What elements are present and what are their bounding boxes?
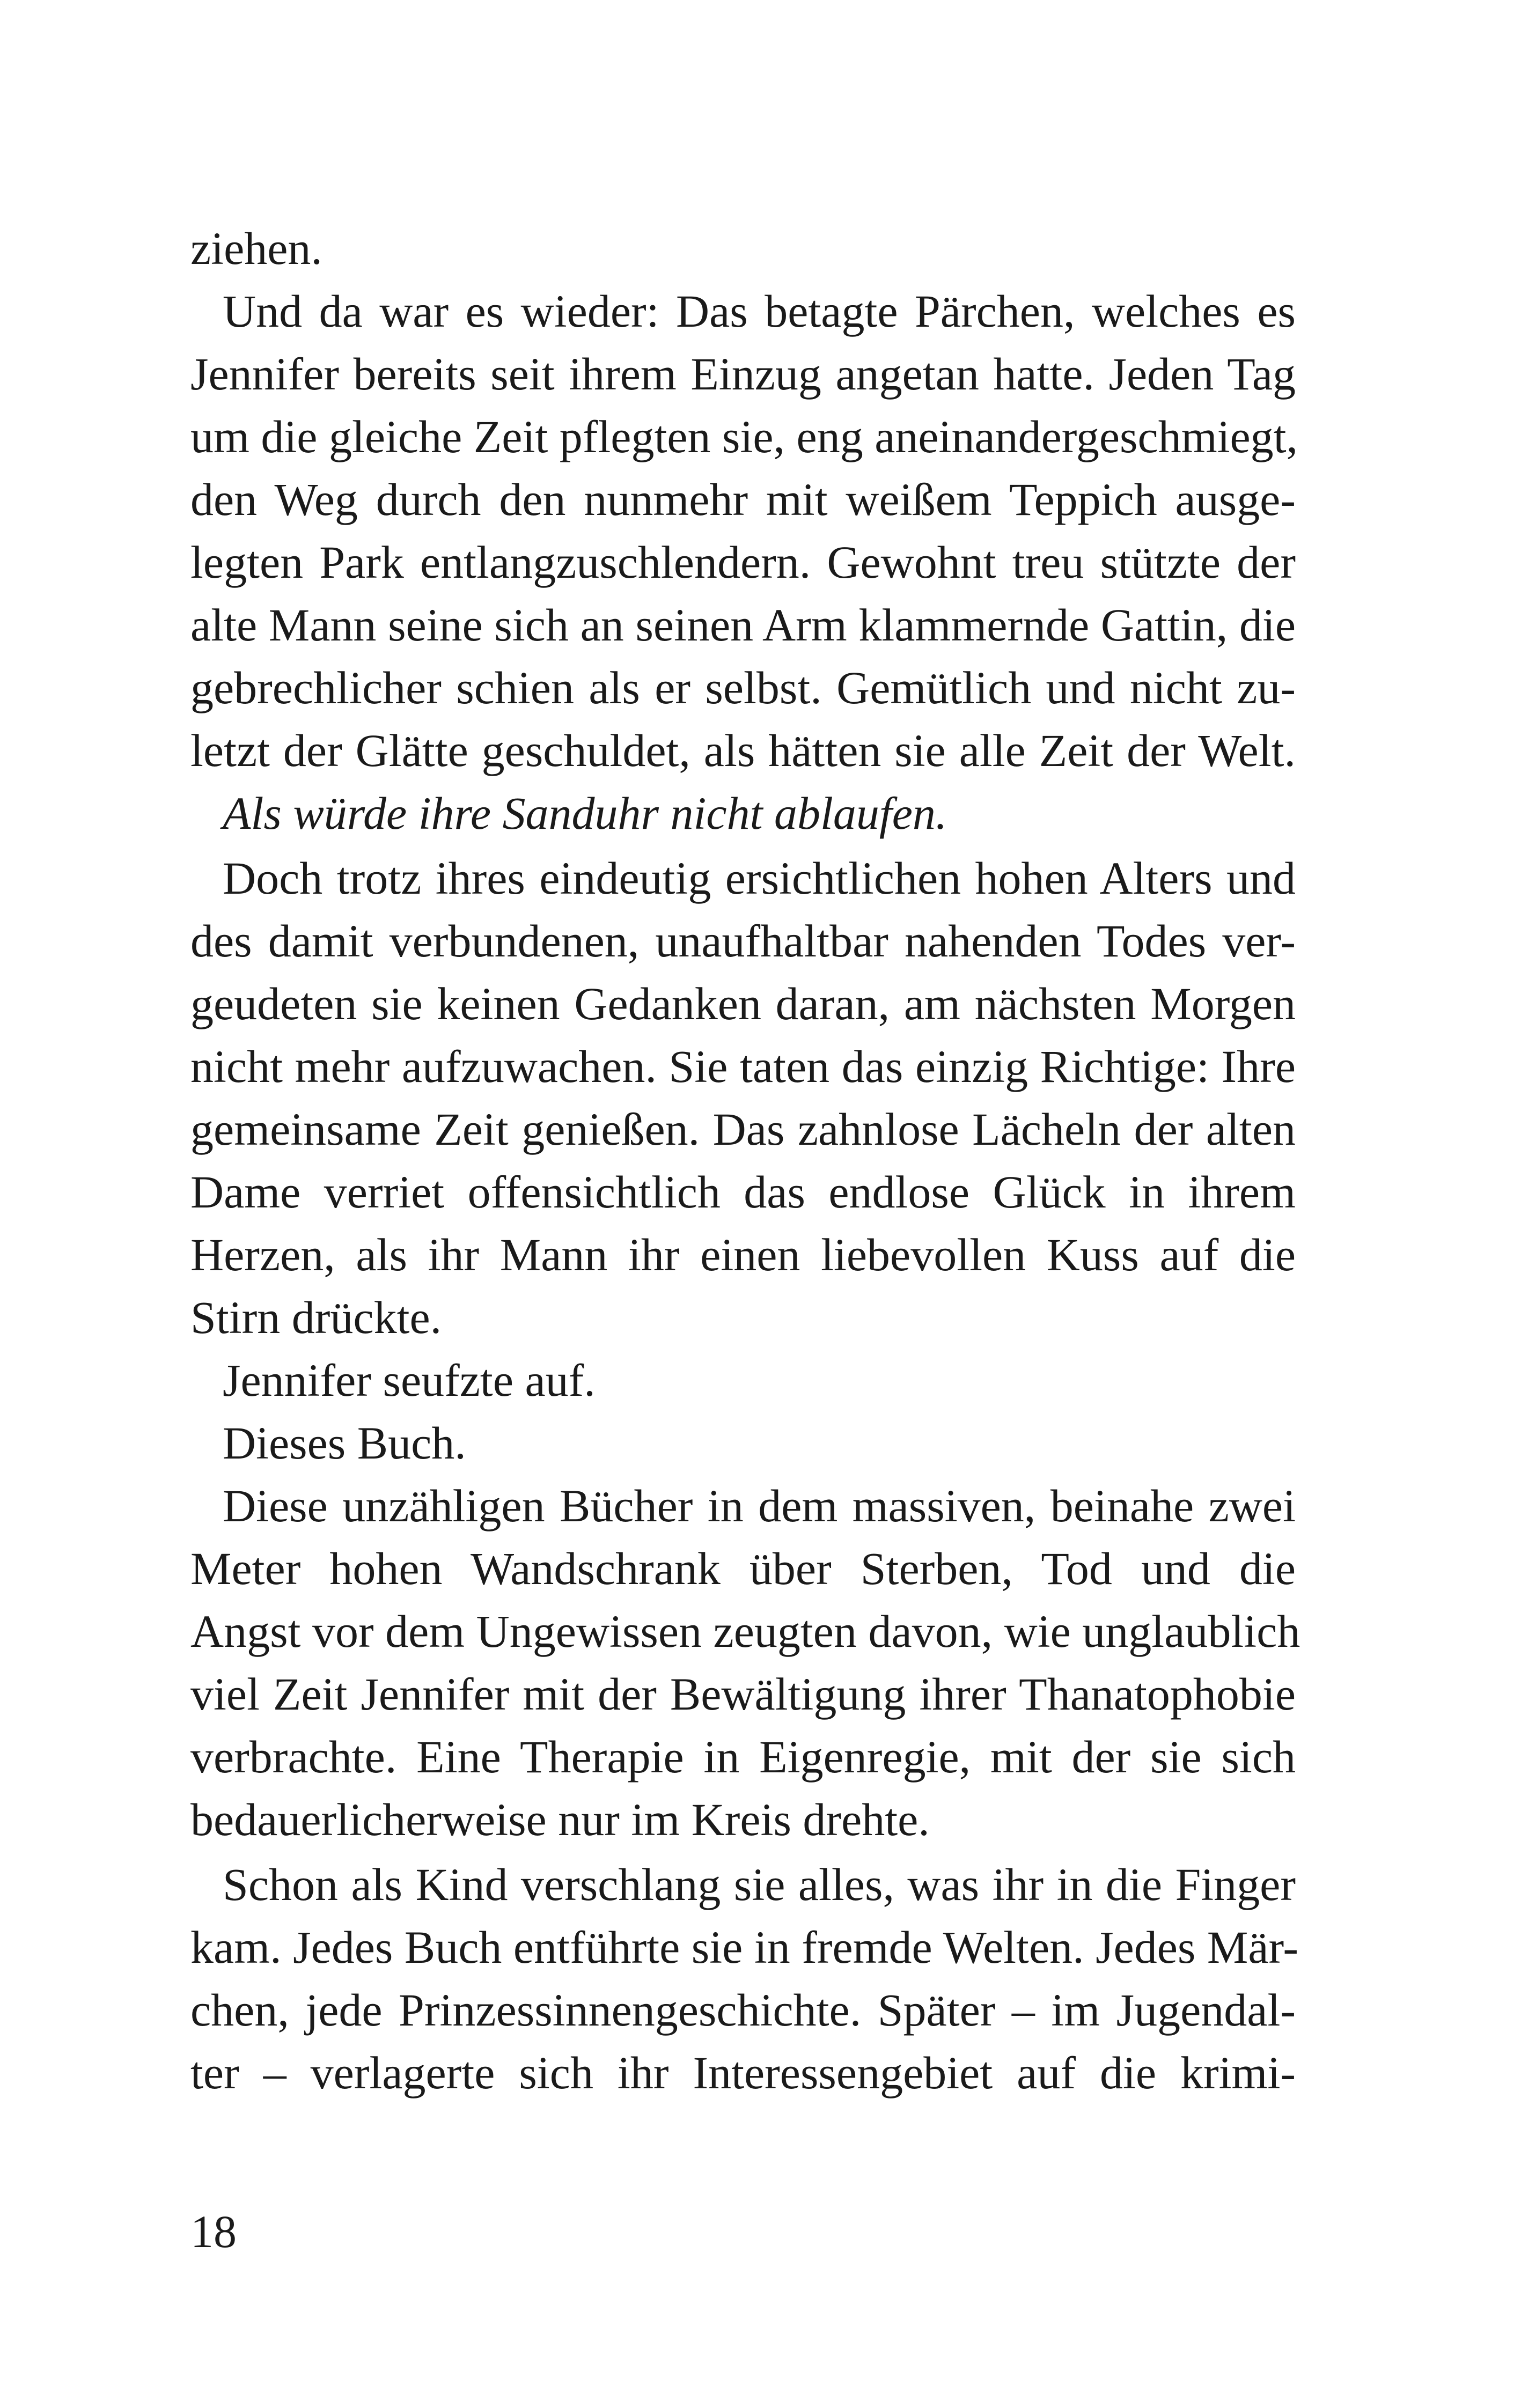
text-line: den Weg durch den nunmehr mit weißem Teppich ausge- xyxy=(190,474,1296,525)
text-line: um die gleiche Zeit pflegten sie, eng aneinandergeschmiegt, xyxy=(190,411,1298,462)
page-number: 18 xyxy=(190,2206,237,2257)
text-line: Und da war es wieder: Das betagte Pärchen, welches es xyxy=(223,285,1296,337)
text-line: Jennifer bereits seit ihrem Einzug angetan hatte. Jeden Tag xyxy=(190,348,1296,400)
text-line: ziehen. xyxy=(190,223,322,274)
text-line: Jennifer seufzte auf. xyxy=(223,1354,596,1406)
text-line: Dame verriet offensichtlich das endlose Glück in ihrem xyxy=(190,1166,1296,1218)
text-line: kam. Jedes Buch entführte sie in fremde Welten. Jedes Mär- xyxy=(190,1921,1299,1973)
text-line: bedauerlicherweise nur im Kreis drehte. xyxy=(190,1794,930,1845)
text-line: ter – verlagerte sich ihr Interessengebiet auf die krimi- xyxy=(190,2047,1296,2098)
text-line: Angst vor dem Ungewissen zeugten davon, wie unglaublich xyxy=(190,1606,1300,1657)
text-line: chen, jede Prinzessinnengeschichte. Später – im Jugendal- xyxy=(190,1984,1296,2036)
text-line: letzt der Glätte geschuldet, als hätten sie alle Zeit der Welt. xyxy=(190,725,1296,776)
text-line: Schon als Kind verschlang sie alles, was ihr in die Finger xyxy=(223,1859,1296,1910)
text-line: Doch trotz ihres eindeutig ersichtlichen hohen Alters und xyxy=(223,852,1296,904)
text-line: verbrachte. Eine Therapie in Eigenregie, mit der sie sich xyxy=(190,1731,1296,1783)
text-line: geudeten sie keinen Gedanken daran, am nächsten Morgen xyxy=(190,978,1296,1029)
text-line: Als würde ihre Sanduhr nicht ablaufen. xyxy=(223,787,947,839)
text-line: gebrechlicher schien als er selbst. Gemütlich und nicht zu- xyxy=(190,662,1296,713)
body-text xyxy=(190,217,1300,2104)
text-line: nicht mehr aufzuwachen. Sie taten das einzig Richtige: Ihre xyxy=(190,1041,1296,1092)
text-line: Stirn drückte. xyxy=(190,1292,442,1343)
text-line: Meter hohen Wandschrank über Sterben, Tod und die xyxy=(190,1543,1296,1594)
text-line: des damit verbundenen, unaufhaltbar nahenden Todes ver- xyxy=(190,915,1296,967)
text-line: Diese unzähligen Bücher in dem massiven, beinahe zwei xyxy=(223,1480,1296,1531)
text-line: Dieses Buch. xyxy=(223,1417,466,1469)
text-line: legten Park entlangzuschlendern. Gewohnt treu stützte der xyxy=(190,536,1296,588)
text-line: gemeinsame Zeit genießen. Das zahnlose Lächeln der alten xyxy=(190,1103,1296,1155)
text-line: alte Mann seine sich an seinen Arm klammernde Gattin, die xyxy=(190,599,1296,651)
text-line: Herzen, als ihr Mann ihr einen liebevollen Kuss auf die xyxy=(190,1229,1296,1280)
text-line: viel Zeit Jennifer mit der Bewältigung ihrer Thanatophobie xyxy=(190,1668,1296,1720)
